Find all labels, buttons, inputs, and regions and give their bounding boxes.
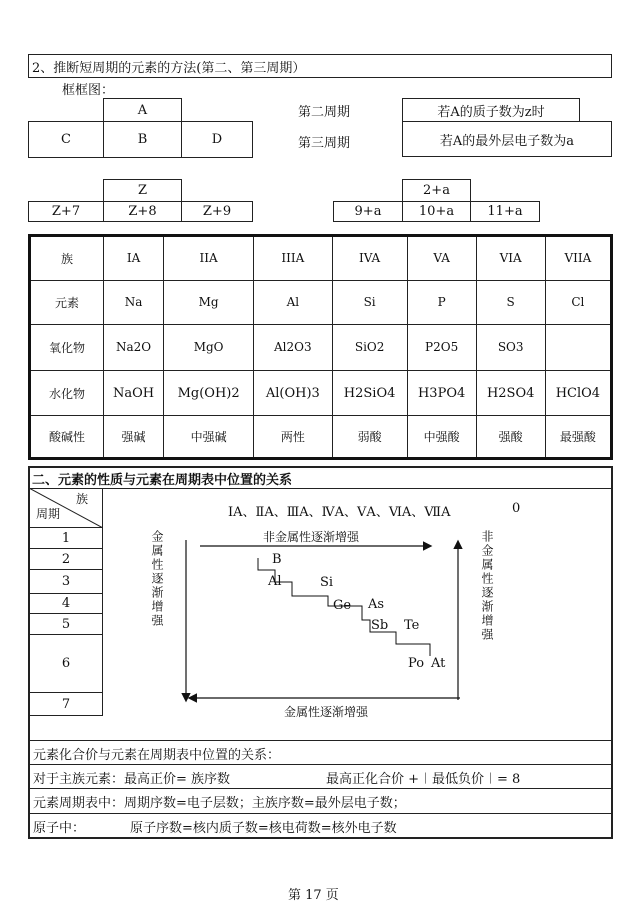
row-header: 酸碱性	[30, 416, 104, 459]
table-cell: P2O5	[407, 325, 476, 371]
row-header: 水化物	[30, 370, 104, 416]
table-cell: Mg(OH)2	[164, 370, 254, 416]
relation-line1-left: 对于主族元素：最高正价= 族序数	[33, 772, 231, 787]
table-cell: P	[407, 280, 476, 325]
table-row	[30, 370, 612, 416]
z-row-1: Z+7	[28, 201, 104, 222]
period3-label: 第三周期	[298, 136, 351, 151]
table-row	[30, 416, 612, 459]
table-cell: Al	[254, 280, 332, 325]
table-cell: Al2O3	[254, 325, 332, 371]
group-zero: 0	[512, 501, 521, 516]
period-row-5: 5	[29, 613, 103, 635]
table-cell: NaOH	[104, 370, 164, 416]
table-cell: H2SiO4	[332, 370, 407, 416]
section1-title: 2、推断短周期的元素的方法(第二、第三周期）	[32, 61, 306, 76]
table-cell: 强酸	[476, 416, 545, 459]
table-cell: 强碱	[104, 416, 164, 459]
table-cell: IA	[104, 236, 164, 281]
a-row-2: 10+a	[402, 201, 471, 222]
element-te: Te	[404, 618, 420, 633]
diagram-label: 框框图：	[62, 83, 115, 98]
section2-title-line	[29, 488, 612, 489]
z-top: Z	[103, 179, 182, 202]
table-row	[30, 325, 612, 371]
element-as: As	[368, 597, 385, 612]
a-row-3: 11+a	[470, 201, 540, 222]
table-row	[30, 236, 612, 281]
condition2: 若A的最外层电子数为a	[402, 121, 612, 157]
table-cell: 弱酸	[332, 416, 407, 459]
a-row-1: 9+a	[333, 201, 403, 222]
table-cell: 中强酸	[407, 416, 476, 459]
table-cell: HClO4	[545, 370, 611, 416]
relation-divider-3	[29, 788, 612, 789]
top-arrow-label: 非金属性逐渐增强	[263, 530, 360, 544]
relation-title: 元素化合价与元素在周期表中位置的关系：	[33, 748, 281, 763]
table-cell: H2SO4	[476, 370, 545, 416]
element-al: Al	[268, 574, 282, 589]
period-row-6: 6	[29, 634, 103, 693]
element-si: Si	[320, 575, 334, 590]
table-cell: SO3	[476, 325, 545, 371]
element-ge: Ge	[333, 598, 352, 613]
table-cell: Mg	[164, 280, 254, 325]
table-cell: Na	[104, 280, 164, 325]
table-cell: 中强碱	[164, 416, 254, 459]
cross-a: A	[103, 98, 182, 122]
period-row-7: 7	[29, 692, 103, 716]
section2-title: 二、元素的性质与元素在周期表中位置的关系	[32, 473, 293, 488]
relation-line2: 元素周期表中：周期序数=电子层数；主族序数=最外层电子数；	[33, 796, 406, 811]
table-cell: IIA	[164, 236, 254, 281]
relation-divider-4	[29, 813, 612, 814]
row-header: 族	[30, 236, 104, 281]
table-cell: VA	[407, 236, 476, 281]
table-cell: IIIA	[254, 236, 332, 281]
relation-divider-1	[29, 740, 612, 741]
table-cell: 两性	[254, 416, 332, 459]
table-cell: IVA	[332, 236, 407, 281]
cross-c: C	[28, 121, 104, 158]
period-row-2: 2	[29, 548, 103, 570]
z-row-2: Z+8	[103, 201, 182, 222]
groups-header: ⅠA、ⅡA、ⅢA、ⅣA、ⅤA、ⅥA、ⅦA	[228, 505, 451, 520]
table-cell: Si	[332, 280, 407, 325]
table-cell: Al(OH)3	[254, 370, 332, 416]
table-row	[30, 280, 612, 325]
table-cell: Cl	[545, 280, 611, 325]
table-cell: Na2O	[104, 325, 164, 371]
table-cell: MgO	[164, 325, 254, 371]
element-at: At	[431, 656, 446, 671]
period-row-3: 3	[29, 569, 103, 594]
period2-label: 第二周期	[298, 105, 351, 120]
table-cell: H3PO4	[407, 370, 476, 416]
element-table	[28, 234, 613, 460]
cross-d: D	[181, 121, 253, 158]
table-cell: SiO2	[332, 325, 407, 371]
condition1: 若A的质子数为z时	[402, 98, 580, 122]
row-header: 元素	[30, 280, 104, 325]
relation-line3-left: 原子中：	[33, 821, 86, 836]
table-cell: 最强酸	[545, 416, 611, 459]
table-cell: VIA	[476, 236, 545, 281]
relation-line1-right: 最高正化合价 +︱最低负价︱= 8	[326, 772, 521, 787]
table-cell: S	[476, 280, 545, 325]
element-sb: Sb	[371, 618, 389, 633]
a-top: 2+a	[402, 179, 471, 202]
element-b: B	[272, 552, 282, 567]
period-row-4: 4	[29, 593, 103, 614]
right-arrow-label: 非金属性逐渐增强	[480, 530, 494, 642]
table-cell: VIIA	[545, 236, 611, 281]
corner-period: 周期	[36, 507, 61, 521]
period-row-1: 1	[29, 527, 103, 549]
page-number: 第 17 页	[288, 888, 339, 903]
bottom-arrow-label: 金属性逐渐增强	[284, 705, 369, 719]
left-arrow-label: 金属性逐渐增强	[150, 530, 164, 628]
row-header: 氧化物	[30, 325, 104, 371]
element-po: Po	[408, 656, 425, 671]
relation-divider-2	[29, 764, 612, 765]
corner-group: 族	[76, 492, 89, 506]
table-cell	[545, 325, 611, 371]
cross-b: B	[103, 121, 182, 158]
relation-line3-right: 原子序数=核内质子数=核电荷数=核外电子数	[130, 821, 397, 836]
z-row-3: Z+9	[181, 201, 253, 222]
